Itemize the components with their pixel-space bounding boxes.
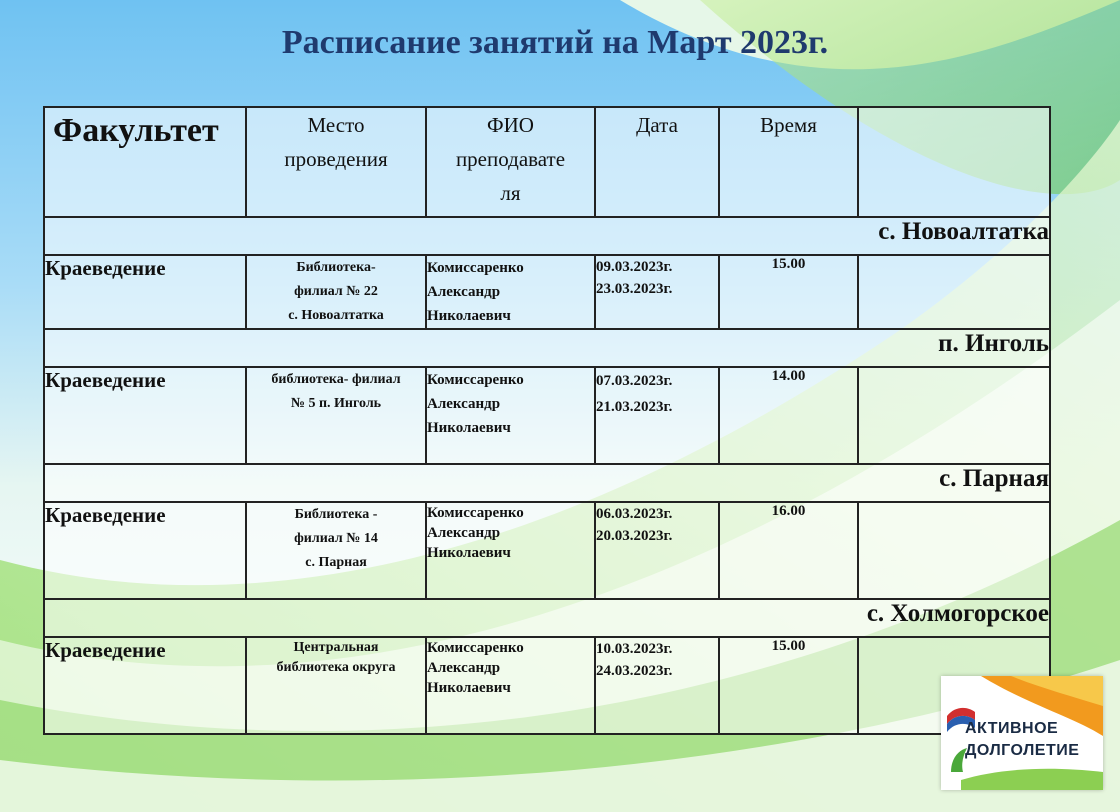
table-row [44,502,1050,599]
time-cell: 16.00 [719,502,858,599]
location-row [44,599,1050,637]
subject-cell: Краеведение [44,367,246,464]
place-cell: Библиотека- филиал № 22 с. Новоалтатка [246,255,426,329]
header-date: Дата [595,107,719,217]
header-place: Место проведения [246,107,426,217]
time-cell: 15.00 [719,255,858,329]
place-cell: Центральная библиотека округа [246,637,426,734]
place-cell: библиотека- филиал № 5 п. Инголь [246,367,426,464]
table-row [44,637,1050,734]
location-row [44,217,1050,255]
location-label: п. Инголь [44,329,1050,367]
time-cell: 15.00 [719,637,858,734]
schedule-table [43,106,1051,735]
table-header-row [44,107,1050,217]
header-faculty: Факультет [44,107,246,217]
subject-cell: Краеведение [44,637,246,734]
location-label: с. Холмогорское [44,599,1050,637]
subject-cell: Краеведение [44,255,246,329]
empty-cell [858,502,1050,599]
header-teacher: ФИО преподавате ля [426,107,595,217]
active-longevity-logo [941,676,1103,790]
dates-cell: 10.03.2023г. 24.03.2023г. [595,637,719,734]
time-cell: 14.00 [719,367,858,464]
dates-cell: 07.03.2023г. 21.03.2023г. [595,367,719,464]
page-title: Расписание занятий на Март 2023г. [281,24,829,61]
logo-text-line1: АКТИВНОЕ [965,720,1059,737]
location-label: с. Парная [44,464,1050,502]
teacher-cell: Комиссаренко Александр Николаевич [426,367,595,464]
location-row [44,464,1050,502]
dates-cell: 09.03.2023г. 23.03.2023г. [595,255,719,329]
subject-cell: Краеведение [44,502,246,599]
teacher-cell: Комиссаренко Александр Николаевич [426,637,595,734]
header-empty [858,107,1050,217]
table-row [44,255,1050,329]
teacher-cell: Комиссаренко Александр Николаевич [426,255,595,329]
empty-cell [858,367,1050,464]
logo-text-line2: ДОЛГОЛЕТИЕ [965,742,1080,759]
location-row [44,329,1050,367]
empty-cell [858,255,1050,329]
teacher-cell: Комиссаренко Александр Николаевич [426,502,595,599]
dates-cell: 06.03.2023г. 20.03.2023г. [595,502,719,599]
place-cell: Библиотека - филиал № 14 с. Парная [246,502,426,599]
location-label: с. Новоалтатка [44,217,1050,255]
header-time: Время [719,107,858,217]
table-row [44,367,1050,464]
